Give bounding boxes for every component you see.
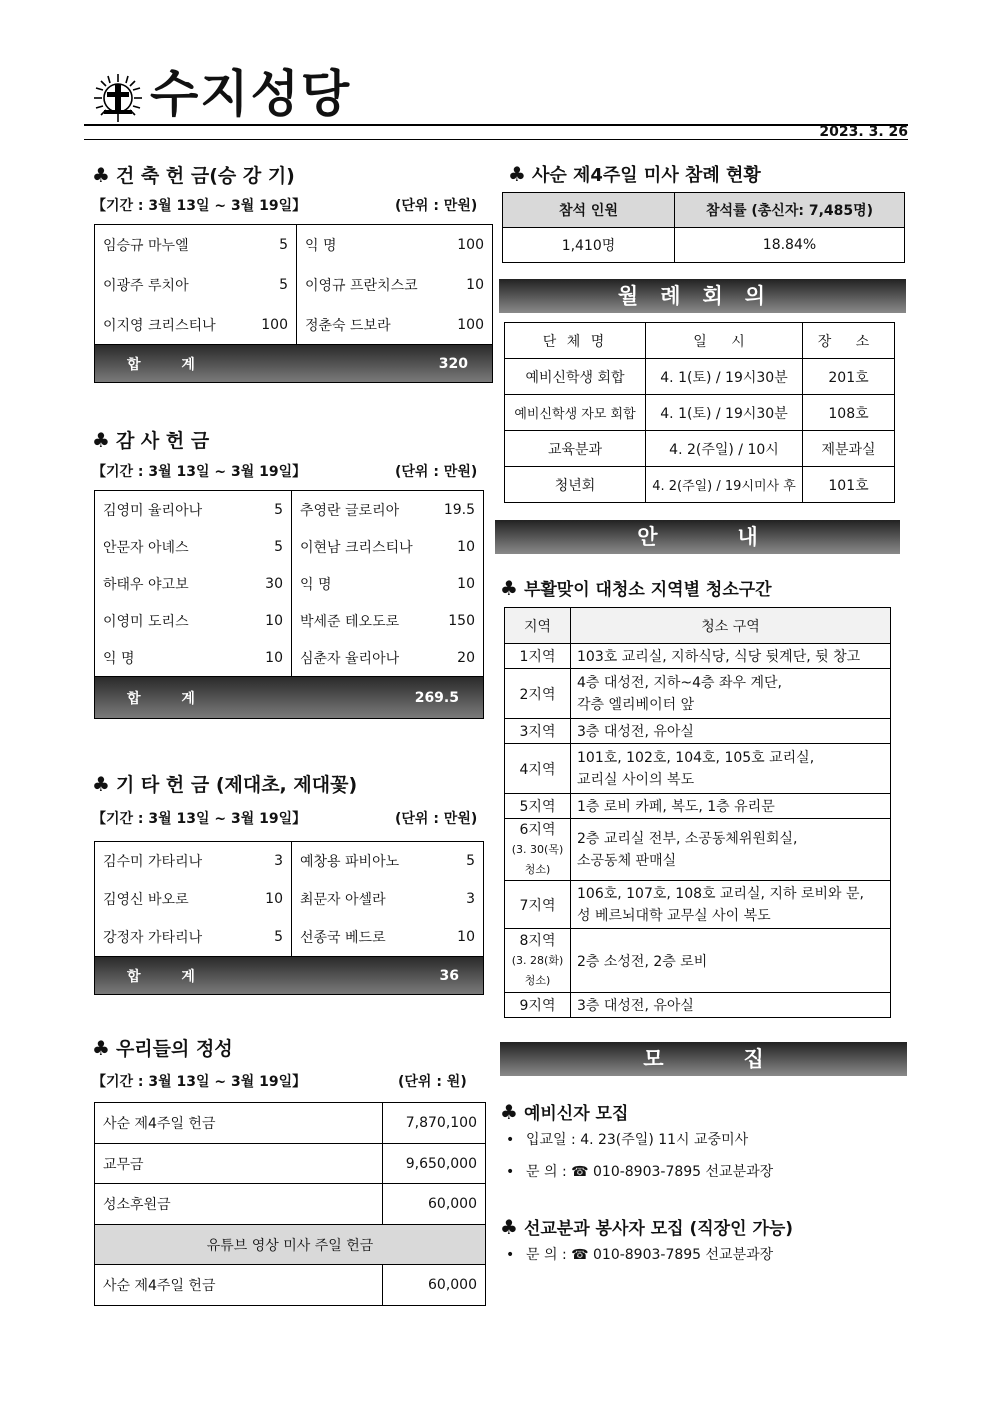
donor-cell: 이지영 크리스티나 100	[95, 305, 297, 344]
club-icon: ♣	[500, 576, 518, 600]
thanks-offering-heading: ♣ 감 사 헌 금	[92, 428, 210, 452]
volunteer-list	[500, 1239, 773, 1271]
table-header-row	[505, 608, 891, 644]
cleaning-area: 2층 교리실 전부, 소공동체위원회실, 소공동체 판매실	[571, 819, 891, 881]
group-name: 청년회	[505, 467, 646, 503]
donor-cell: 최문자 아셀라 3	[300, 891, 475, 908]
catechumen-list	[500, 1124, 773, 1188]
donor-cell: 이광주 루치아 5	[95, 265, 297, 305]
table-row	[95, 1265, 486, 1306]
donor-cell: 익 명 100	[305, 237, 484, 254]
church-cross-logo	[92, 72, 144, 124]
table-row	[505, 993, 891, 1018]
meeting-place: 제분과실	[803, 431, 895, 467]
meeting-time: 4. 2(주일) / 10시	[646, 431, 803, 467]
table-row	[95, 1103, 486, 1144]
building-fund-table	[94, 224, 493, 383]
table-row	[95, 565, 483, 602]
building-period: 【기간 : 3월 13일 ~ 3월 19일】	[92, 198, 307, 214]
our-offering-heading: ♣ 우리들의 정성	[92, 1036, 233, 1060]
table-row	[505, 819, 891, 881]
table-row	[95, 305, 492, 344]
region: 1지역	[505, 644, 571, 669]
cleaning-area: 3층 대성전, 유아실	[571, 993, 891, 1018]
donor-cell: 임승규 마누엘 5	[95, 225, 297, 265]
bulletin-date: 2023. 3. 26	[819, 124, 908, 140]
table-row	[503, 228, 905, 263]
club-icon: ♣	[92, 428, 110, 452]
cleaning-area: 4층 대성전, 지하~4층 좌우 계단, 각층 엘리베이터 앞	[571, 669, 891, 719]
total-label: 합 계	[127, 690, 213, 707]
cleaning-area: 106호, 107호, 108호 교리실, 지하 로비와 문, 성 베르뇌대학 교무실 사이 복도	[571, 881, 891, 929]
column-header: 청소 구역	[571, 608, 891, 644]
total-row	[95, 956, 483, 994]
cleaning-area: 2층 소성전, 2층 로비	[571, 929, 891, 993]
donor-cell: 김수미 가타리나 3	[95, 842, 292, 880]
club-icon: ♣	[500, 1100, 518, 1124]
region: 4지역	[505, 744, 571, 794]
offering-amount: 7,870,100	[383, 1103, 486, 1144]
table-row	[95, 1184, 486, 1225]
offering-amount: 9,650,000	[383, 1144, 486, 1184]
table-row	[505, 395, 895, 431]
region: 5지역	[505, 794, 571, 819]
youtube-header: 유튜브 영상 미사 주일 헌금	[95, 1225, 486, 1265]
column-header: 참석률 (총신자: 7,485명)	[675, 193, 905, 228]
other-offering-heading: ♣ 기 타 헌 금 (제대초, 제대꽃)	[92, 772, 358, 796]
column-header: 지역	[505, 608, 571, 644]
cleaning-area: 101호, 102호, 104호, 105호 교리실, 교리실 사이의 복도	[571, 744, 891, 794]
cleaning-area: 3층 대성전, 유아실	[571, 719, 891, 744]
donor-cell: 추영란 글로리아 19.5	[300, 501, 475, 519]
volunteer-heading: ♣ 선교분과 봉사자 모집 (직장인 가능)	[500, 1215, 794, 1239]
table-row	[95, 918, 483, 956]
attendance-rate: 18.84%	[675, 228, 905, 263]
total-amount: 320	[438, 355, 468, 372]
table-row	[95, 842, 483, 880]
attendance-count: 1,410명	[503, 228, 675, 263]
youtube-header-row	[95, 1225, 486, 1265]
church-title: 수지성당	[150, 65, 352, 123]
other-unit: (단위 : 만원)	[395, 811, 478, 827]
club-icon: ♣	[92, 1036, 110, 1060]
thanks-offering-table	[94, 490, 484, 719]
table-row	[95, 265, 492, 305]
table-row	[505, 881, 891, 929]
table-row	[505, 929, 891, 993]
thanks-unit: (단위 : 만원)	[395, 464, 478, 480]
region: 6지역 (3. 30(목) 청소)	[505, 819, 571, 881]
table-row	[95, 639, 483, 676]
list-item: • 입교일 : 4. 23(주일) 11시 교중미사	[500, 1124, 773, 1156]
offering-amount: 60,000	[383, 1184, 486, 1225]
other-offering-table	[94, 841, 484, 995]
table-row	[95, 225, 492, 265]
offering-label: 사순 제4주일 헌금	[95, 1103, 383, 1144]
monthly-meeting-banner: 월례회의	[499, 279, 906, 313]
catechumen-heading: ♣ 예비신자 모집	[500, 1100, 629, 1124]
donor-cell: 이영규 프란치스코 10	[305, 277, 484, 294]
cleaning-area: 103호 교리실, 지하식당, 식당 뒷계단, 뒷 창고	[571, 644, 891, 669]
table-row	[505, 644, 891, 669]
table-row	[505, 669, 891, 719]
region: 7지역	[505, 881, 571, 929]
club-icon: ♣	[92, 163, 110, 187]
donor-cell: 선종국 베드로 10	[300, 929, 475, 946]
cleaning-heading: ♣ 부활맞이 대청소 지역별 청소구간	[500, 576, 772, 600]
group-name: 교육분과	[505, 431, 646, 467]
meeting-place: 101호	[803, 467, 895, 503]
other-period: 【기간 : 3월 13일 ~ 3월 19일】	[92, 811, 307, 827]
table-row	[95, 528, 483, 565]
offering-unit: (단위 : 원)	[398, 1074, 467, 1090]
header-rule	[84, 124, 908, 140]
region: 3지역	[505, 719, 571, 744]
table-row	[505, 794, 891, 819]
club-icon: ♣	[508, 162, 526, 186]
attendance-table	[502, 192, 905, 263]
table-header-row	[503, 193, 905, 228]
list-item: • 문 의 : ☎ 010-8903-7895 선교분과장	[500, 1156, 773, 1188]
total-row	[95, 676, 483, 718]
region: 8지역 (3. 28(화) 청소)	[505, 929, 571, 993]
thanks-period: 【기간 : 3월 13일 ~ 3월 19일】	[92, 464, 307, 480]
list-item: • 문 의 : ☎ 010-8903-7895 선교분과장	[500, 1239, 773, 1271]
column-header: 일 시	[646, 323, 803, 359]
table-row	[95, 602, 483, 639]
group-name: 예비신학생 자모 회합	[505, 395, 646, 431]
region: 9지역	[505, 993, 571, 1018]
region: 2지역	[505, 669, 571, 719]
donor-cell: 예창용 파비아노 5	[300, 853, 475, 870]
meeting-time: 4. 1(토) / 19시30분	[646, 359, 803, 395]
offering-label: 교무금	[95, 1144, 383, 1184]
our-offering-table	[94, 1102, 486, 1306]
total-label: 합 계	[127, 968, 213, 985]
table-row	[505, 744, 891, 794]
offering-amount: 60,000	[383, 1265, 486, 1306]
donor-cell: 안문자 아녜스 5	[95, 528, 292, 565]
total-amount: 36	[439, 967, 459, 984]
building-fund-heading: ♣ 건 축 헌 금(승 강 기)	[92, 163, 295, 187]
column-header: 단 체 명	[505, 323, 646, 359]
offering-label: 사순 제4주일 헌금	[95, 1265, 383, 1306]
donor-cell: 익 명 10	[95, 639, 292, 676]
donor-cell: 이영미 도리스 10	[95, 602, 292, 639]
recruit-banner: 모집	[500, 1042, 907, 1076]
donor-cell: 강정자 가타리나 5	[95, 918, 292, 956]
meeting-place: 201호	[803, 359, 895, 395]
donor-cell: 박세준 테오도로 150	[300, 612, 475, 630]
donor-cell: 김영신 바오로 10	[95, 880, 292, 918]
meeting-time: 4. 1(토) / 19시30분	[646, 395, 803, 431]
table-row	[505, 431, 895, 467]
meeting-place: 108호	[803, 395, 895, 431]
column-header: 장 소	[803, 323, 895, 359]
donor-cell: 김영미 율리아나 5	[95, 491, 292, 528]
table-row	[505, 359, 895, 395]
column-header: 참석 인원	[503, 193, 675, 228]
donor-cell: 심춘자 율리아나 20	[300, 649, 475, 667]
building-unit: (단위 : 만원)	[395, 198, 478, 214]
attendance-heading: ♣ 사순 제4주일 미사 참례 현황	[508, 162, 761, 186]
notice-banner: 안내	[495, 520, 900, 554]
total-amount: 269.5	[414, 689, 459, 706]
meeting-table	[504, 322, 895, 503]
club-icon: ♣	[500, 1215, 518, 1239]
donor-cell: 하태우 야고보 30	[95, 565, 292, 602]
cleaning-area: 1층 로비 카페, 복도, 1층 유리문	[571, 794, 891, 819]
offering-label: 성소후원금	[95, 1184, 383, 1225]
cleaning-table	[504, 607, 891, 1018]
table-row	[95, 880, 483, 918]
donor-cell: 익 명 10	[300, 575, 475, 593]
total-row	[95, 344, 492, 382]
table-row	[505, 467, 895, 503]
offering-period: 【기간 : 3월 13일 ~ 3월 19일】	[92, 1074, 307, 1090]
donor-cell: 이현남 크리스티나 10	[300, 538, 475, 556]
total-label: 합 계	[127, 356, 213, 373]
table-row	[505, 719, 891, 744]
table-row	[95, 491, 483, 528]
meeting-time: 4. 2(주일) / 19시미사 후	[646, 467, 803, 503]
club-icon: ♣	[92, 772, 110, 796]
donor-cell: 정춘숙 드보라 100	[305, 316, 484, 334]
table-row	[95, 1144, 486, 1184]
group-name: 예비신학생 회합	[505, 359, 646, 395]
table-header-row	[505, 323, 895, 359]
